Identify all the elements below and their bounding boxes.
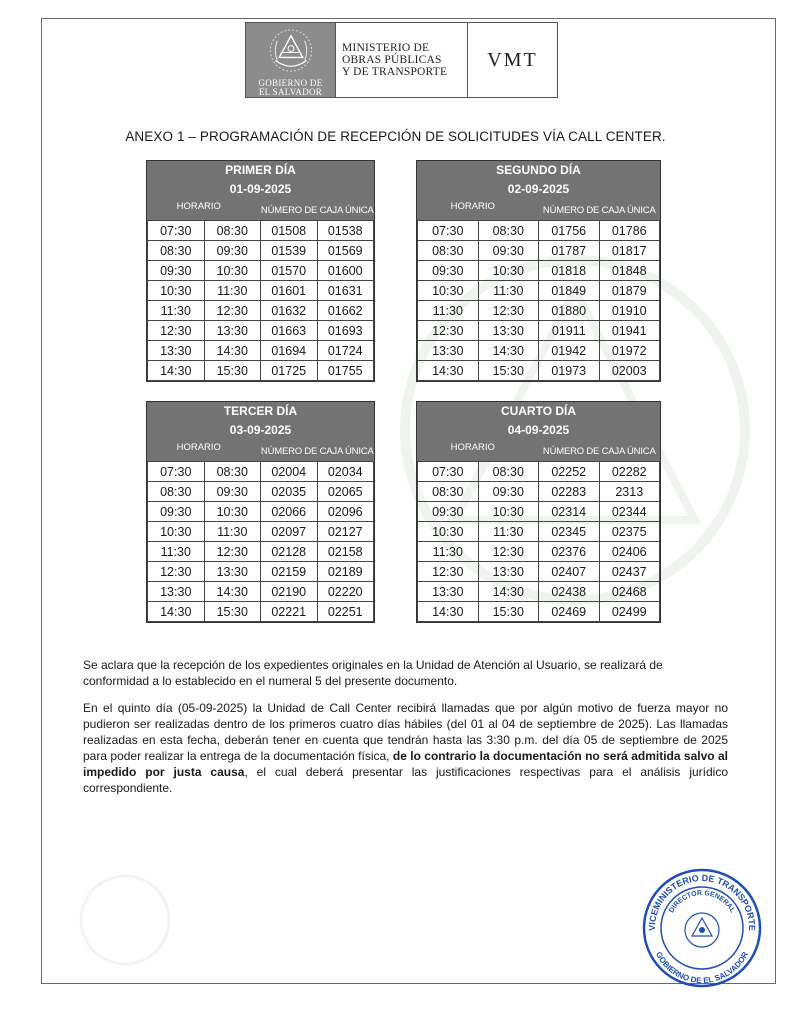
start-time-cell: 12:30 <box>418 562 479 582</box>
caja-start-cell: 01663 <box>261 321 318 341</box>
day-header <box>147 402 374 440</box>
table-row <box>418 261 660 281</box>
caja-end-cell: 01755 <box>317 361 374 381</box>
start-time-cell: 13:30 <box>148 582 205 602</box>
day-name: TERCER DÍA <box>223 404 298 418</box>
end-time-cell: 11:30 <box>478 522 539 542</box>
table-row <box>418 562 660 582</box>
table-row <box>148 221 374 241</box>
caja-end-cell: 02437 <box>599 562 660 582</box>
caja-end-cell: 2313 <box>599 482 660 502</box>
table-row <box>148 562 374 582</box>
table-row <box>418 281 660 301</box>
end-time-cell: 08:30 <box>478 462 539 482</box>
day-date: 01-09-2025 <box>229 182 292 196</box>
end-time-cell: 11:30 <box>204 281 261 301</box>
start-time-cell: 09:30 <box>148 261 205 281</box>
caja-start-cell: 02407 <box>539 562 600 582</box>
column-headers <box>417 199 660 220</box>
vmt-abbreviation: VMT <box>487 48 538 71</box>
caja-start-cell: 01632 <box>261 301 318 321</box>
caja-start-cell: 02004 <box>261 462 318 482</box>
fifth-day-text: En el quinto día (05-09-2025) la Unidad de Call Center recibirá llamadas que por algún motivo de fuerza mayor no pudieron ser realizadas dentro de los primeros cuatro días hábiles (del 01 al 04 de septiembre de 2025). Las llamadas realizadas en esta fecha, deberán tener en cuenta que tendrán hasta las 3:30 p.m. del día 05 de septiembre de 2025 para poder realizar la entrega de la documentación física, <box>83 701 728 763</box>
start-time-cell: 12:30 <box>418 321 479 341</box>
caja-end-cell: 02375 <box>599 522 660 542</box>
caja-start-cell: 02314 <box>539 502 600 522</box>
caja-end-cell: 01879 <box>599 281 660 301</box>
horario-header: HORARIO <box>450 201 495 212</box>
end-time-cell: 10:30 <box>204 502 261 522</box>
start-time-cell: 14:30 <box>148 602 205 622</box>
start-time-cell: 12:30 <box>148 562 205 582</box>
start-time-cell: 11:30 <box>418 301 479 321</box>
clarification-paragraph: Se aclara que la recepción de los expedientes originales en la Unidad de Atención al Usuario, se realizará de conformidad a lo establecido en el numeral 5 del presente documento. <box>83 658 663 688</box>
column-headers <box>147 440 374 461</box>
caja-end-cell: 01538 <box>317 221 374 241</box>
caja-end-cell: 02499 <box>599 602 660 622</box>
day-header <box>417 402 660 440</box>
table-row <box>148 261 374 281</box>
start-time-cell: 14:30 <box>418 602 479 622</box>
caja-end-cell: 02406 <box>599 542 660 562</box>
start-time-cell: 12:30 <box>148 321 205 341</box>
schedule-rows <box>417 220 660 381</box>
fifth-day-bold-text: de lo contrario la documentación no será admitida salvo al impedido por justa causa <box>83 749 728 779</box>
day-date: 02-09-2025 <box>507 182 570 196</box>
table-row <box>418 502 660 522</box>
caja-end-cell: 01631 <box>317 281 374 301</box>
end-time-cell: 13:30 <box>478 562 539 582</box>
caja-header: NÚMERO DE CAJA ÚNICA <box>260 205 374 216</box>
start-time-cell: 14:30 <box>418 361 479 381</box>
start-time-cell: 11:30 <box>148 542 205 562</box>
table-row <box>418 522 660 542</box>
caja-header: NÚMERO DE CAJA ÚNICA <box>260 446 374 457</box>
caja-start-cell: 01725 <box>261 361 318 381</box>
coat-of-arms-icon <box>267 27 315 78</box>
caja-start-cell: 02066 <box>261 502 318 522</box>
table-row <box>148 241 374 261</box>
caja-start-cell: 02097 <box>261 522 318 542</box>
caja-start-cell: 01570 <box>261 261 318 281</box>
caja-end-cell: 01817 <box>599 241 660 261</box>
caja-start-cell: 02345 <box>539 522 600 542</box>
caja-start-cell: 02376 <box>539 542 600 562</box>
end-time-cell: 15:30 <box>204 602 261 622</box>
end-time-cell: 12:30 <box>204 542 261 562</box>
schedule-table-day-2 <box>416 160 661 382</box>
table-row <box>148 281 374 301</box>
end-time-cell: 09:30 <box>478 482 539 502</box>
end-time-cell: 13:30 <box>478 321 539 341</box>
caja-end-cell: 02096 <box>317 502 374 522</box>
caja-end-cell: 02282 <box>599 462 660 482</box>
stamp-inner-text: DIRECTOR GENERAL <box>668 889 736 915</box>
end-time-cell: 08:30 <box>204 221 261 241</box>
start-time-cell: 08:30 <box>148 241 205 261</box>
table-row <box>418 462 660 482</box>
day-name: PRIMER DÍA <box>225 163 296 177</box>
start-time-cell: 09:30 <box>418 261 479 281</box>
start-time-cell: 13:30 <box>418 582 479 602</box>
logo-line-1: GOBIERNO DE <box>258 78 323 88</box>
start-time-cell: 10:30 <box>418 281 479 301</box>
table-row <box>418 542 660 562</box>
caja-start-cell: 02438 <box>539 582 600 602</box>
page-title: ANEXO 1 – PROGRAMACIÓN DE RECEPCIÓN DE SOLICITUDES VÍA CALL CENTER. <box>125 129 666 144</box>
caja-start-cell: 02221 <box>261 602 318 622</box>
start-time-cell: 07:30 <box>418 462 479 482</box>
caja-start-cell: 01756 <box>539 221 600 241</box>
caja-start-cell: 01787 <box>539 241 600 261</box>
table-row <box>418 602 660 622</box>
caja-start-cell: 01973 <box>539 361 600 381</box>
caja-start-cell: 01508 <box>261 221 318 241</box>
start-time-cell: 10:30 <box>148 522 205 542</box>
table-row <box>148 522 374 542</box>
end-time-cell: 14:30 <box>204 582 261 602</box>
caja-start-cell: 01694 <box>261 341 318 361</box>
end-time-cell: 09:30 <box>478 241 539 261</box>
caja-end-cell: 02127 <box>317 522 374 542</box>
day-name: SEGUNDO DÍA <box>496 163 581 177</box>
start-time-cell: 13:30 <box>418 341 479 361</box>
end-time-cell: 12:30 <box>478 542 539 562</box>
caja-start-cell: 02190 <box>261 582 318 602</box>
caja-header: NÚMERO DE CAJA ÚNICA <box>542 205 656 216</box>
end-time-cell: 09:30 <box>204 241 261 261</box>
start-time-cell: 07:30 <box>148 221 205 241</box>
official-stamp <box>641 868 763 988</box>
caja-end-cell: 01693 <box>317 321 374 341</box>
caja-start-cell: 02252 <box>539 462 600 482</box>
start-time-cell: 10:30 <box>148 281 205 301</box>
logo-line-2: EL SALVADOR <box>258 87 323 97</box>
end-time-cell: 11:30 <box>204 522 261 542</box>
logo-caption <box>258 79 322 97</box>
start-time-cell: 11:30 <box>148 301 205 321</box>
caja-start-cell: 01880 <box>539 301 600 321</box>
start-time-cell: 09:30 <box>418 502 479 522</box>
end-time-cell: 12:30 <box>204 301 261 321</box>
table-row <box>418 321 660 341</box>
column-headers <box>147 199 374 220</box>
caja-end-cell: 02189 <box>317 562 374 582</box>
schedule-rows <box>147 220 374 381</box>
schedule-rows <box>147 461 374 622</box>
table-row <box>148 301 374 321</box>
start-time-cell: 07:30 <box>148 462 205 482</box>
caja-start-cell: 02035 <box>261 482 318 502</box>
end-time-cell: 09:30 <box>204 482 261 502</box>
table-row <box>418 582 660 602</box>
end-time-cell: 14:30 <box>478 582 539 602</box>
start-time-cell: 08:30 <box>148 482 205 502</box>
caja-end-cell: 01569 <box>317 241 374 261</box>
start-time-cell: 09:30 <box>148 502 205 522</box>
end-time-cell: 08:30 <box>478 221 539 241</box>
caja-end-cell: 01941 <box>599 321 660 341</box>
ministry-line-2: OBRAS PÚBLICAS <box>342 54 442 66</box>
caja-end-cell: 02003 <box>599 361 660 381</box>
table-row <box>148 502 374 522</box>
end-time-cell: 12:30 <box>478 301 539 321</box>
caja-end-cell: 02065 <box>317 482 374 502</box>
end-time-cell: 15:30 <box>478 602 539 622</box>
start-time-cell: 08:30 <box>418 241 479 261</box>
table-row <box>148 462 374 482</box>
caja-start-cell: 01539 <box>261 241 318 261</box>
fifth-day-tail-text: , el cual deberá presentar las justificaciones respectivas para el análisis jurídico correspondiente. <box>83 765 728 795</box>
caja-end-cell: 01786 <box>599 221 660 241</box>
caja-end-cell: 01972 <box>599 341 660 361</box>
horario-header: HORARIO <box>176 201 221 212</box>
table-row <box>148 602 374 622</box>
horario-header: HORARIO <box>176 442 221 453</box>
caja-start-cell: 01818 <box>539 261 600 281</box>
caja-end-cell: 02034 <box>317 462 374 482</box>
start-time-cell: 11:30 <box>418 542 479 562</box>
document-header <box>245 22 558 98</box>
end-time-cell: 13:30 <box>204 321 261 341</box>
end-time-cell: 15:30 <box>204 361 261 381</box>
stamp-bottom-text: GOBIERNO DE EL SALVADOR <box>653 950 751 986</box>
faint-seal-icon <box>70 870 180 970</box>
fifth-day-paragraph <box>83 700 728 796</box>
end-time-cell: 10:30 <box>478 502 539 522</box>
ministry-name <box>336 23 468 97</box>
stamp-outer-text: VICEMINISTERIO DE TRANSPORTE <box>646 872 758 931</box>
table-row <box>418 221 660 241</box>
caja-end-cell: 01910 <box>599 301 660 321</box>
caja-end-cell: 01600 <box>317 261 374 281</box>
day-header <box>147 161 374 199</box>
table-row <box>148 482 374 502</box>
caja-start-cell: 02283 <box>539 482 600 502</box>
schedule-table-day-1 <box>146 160 375 382</box>
caja-start-cell: 01601 <box>261 281 318 301</box>
table-row <box>148 542 374 562</box>
caja-start-cell: 02159 <box>261 562 318 582</box>
ministry-line-1: MINISTERIO DE <box>342 42 430 54</box>
caja-end-cell: 01724 <box>317 341 374 361</box>
caja-end-cell: 02468 <box>599 582 660 602</box>
table-row <box>418 301 660 321</box>
end-time-cell: 13:30 <box>204 562 261 582</box>
table-row <box>148 582 374 602</box>
start-time-cell: 08:30 <box>418 482 479 502</box>
end-time-cell: 14:30 <box>478 341 539 361</box>
government-logo <box>246 23 336 97</box>
table-row <box>418 361 660 381</box>
day-header <box>417 161 660 199</box>
end-time-cell: 10:30 <box>478 261 539 281</box>
schedule-table-day-4 <box>416 401 661 623</box>
caja-end-cell: 02251 <box>317 602 374 622</box>
schedule-table-day-3 <box>146 401 375 623</box>
day-name: CUARTO DÍA <box>500 404 577 418</box>
caja-end-cell: 02344 <box>599 502 660 522</box>
end-time-cell: 11:30 <box>478 281 539 301</box>
caja-end-cell: 01848 <box>599 261 660 281</box>
caja-start-cell: 01849 <box>539 281 600 301</box>
start-time-cell: 07:30 <box>418 221 479 241</box>
table-row <box>418 482 660 502</box>
table-row <box>148 341 374 361</box>
table-row <box>418 241 660 261</box>
end-time-cell: 08:30 <box>204 462 261 482</box>
caja-start-cell: 02128 <box>261 542 318 562</box>
caja-header: NÚMERO DE CAJA ÚNICA <box>542 446 656 457</box>
start-time-cell: 13:30 <box>148 341 205 361</box>
schedule-rows <box>417 461 660 622</box>
table-row <box>418 341 660 361</box>
start-time-cell: 10:30 <box>418 522 479 542</box>
caja-end-cell: 01662 <box>317 301 374 321</box>
caja-start-cell: 02469 <box>539 602 600 622</box>
day-date: 03-09-2025 <box>229 423 292 437</box>
table-row <box>148 361 374 381</box>
start-time-cell: 14:30 <box>148 361 205 381</box>
column-headers <box>417 440 660 461</box>
caja-start-cell: 01911 <box>539 321 600 341</box>
caja-end-cell: 02158 <box>317 542 374 562</box>
caja-start-cell: 01942 <box>539 341 600 361</box>
ministry-line-3: Y DE TRANSPORTE <box>342 66 448 78</box>
end-time-cell: 10:30 <box>204 261 261 281</box>
end-time-cell: 15:30 <box>478 361 539 381</box>
end-time-cell: 14:30 <box>204 341 261 361</box>
day-date: 04-09-2025 <box>507 423 570 437</box>
table-row <box>148 321 374 341</box>
stamp-emblem-icon <box>685 913 719 947</box>
horario-header: HORARIO <box>450 442 495 453</box>
caja-end-cell: 02220 <box>317 582 374 602</box>
